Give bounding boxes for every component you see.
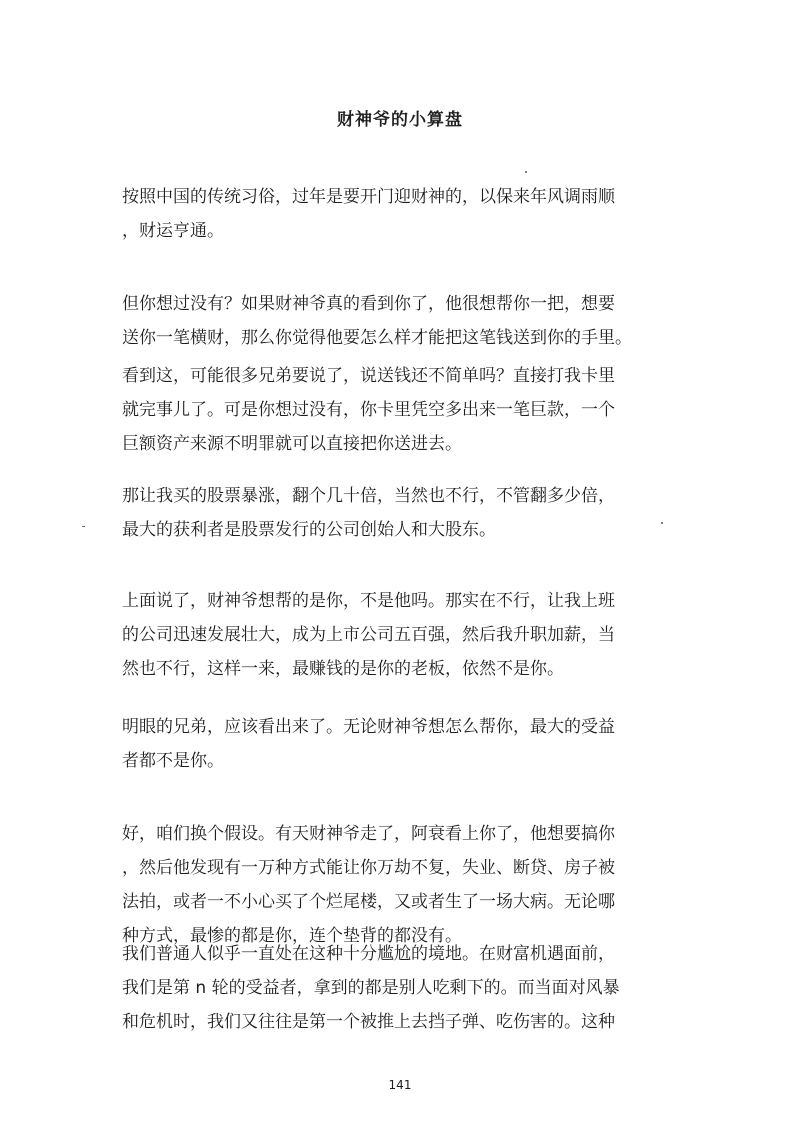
- paragraph-line: 送你一笔横财，那么你觉得他要怎么样才能把这笔钱送到你的手里。: [122, 328, 632, 348]
- paragraph-line: 的公司迅速发展壮大，成为上市公司五百强，然后我升职加薪，当: [122, 625, 615, 645]
- paragraph-line: 但你想过没有？如果财神爷真的看到你了，他很想帮你一把，想要: [122, 294, 615, 314]
- paragraph-2: [122, 287, 682, 355]
- scan-speck: [525, 171, 527, 173]
- paragraph-6: [122, 710, 682, 778]
- paragraph-4: [122, 479, 682, 547]
- paragraph-line: 和危机时，我们又往往是第一个被推上去挡子弹、吃伤害的。这种: [122, 1012, 615, 1032]
- paragraph-line: 然也不行，这样一来，最赚钱的是你的老板，依然不是你。: [122, 659, 564, 679]
- paragraph-line: 者都不是你。: [122, 751, 224, 771]
- paragraph-line: 我们普通人似乎一直处在这种十分尴尬的境地。在财富机遇面前，: [122, 944, 615, 964]
- paragraph-line: 明眼的兄弟，应该看出来了。无论财神爷想怎么帮你，最大的受益: [122, 717, 615, 737]
- paragraph-line: 好，咱们换个假设。有天财神爷走了，阿衰看上你了，他想要搞你: [122, 824, 615, 844]
- paragraph-line: 法拍，或者一不小心买了个烂尾楼，又或者生了一场大病。无论哪: [122, 892, 615, 912]
- paragraph-line: 那让我买的股票暴涨，翻个几十倍，当然也不行，不管翻多少倍，: [122, 486, 615, 506]
- paragraph-line: 看到这，可能很多兄弟要说了，说送钱还不简单吗？直接打我卡里: [122, 366, 615, 386]
- paragraph-3: [122, 359, 682, 461]
- paragraph-line: 按照中国的传统习俗，过年是要开门迎财神的，以保来年风调雨顺: [122, 187, 615, 207]
- page-title: 财神爷的小算盘: [337, 110, 463, 130]
- paragraph-line: ，财运亨通。: [122, 221, 224, 241]
- paragraph-line: 种方式，最惨的都是你，连个垫背的都没有。: [122, 926, 462, 946]
- paragraph-5: [122, 584, 682, 686]
- paragraph-8: [122, 937, 682, 1039]
- scan-speck: [82, 526, 85, 527]
- scan-speck: [661, 522, 663, 524]
- paragraph-line: 就完事儿了。可是你想过没有，你卡里凭空多出来一笔巨款，一个: [122, 400, 615, 420]
- paragraph-line: ，然后他发现有一万种方式能让你万劫不复，失业、断贷、房子被: [122, 858, 615, 878]
- paragraph-line: 我们是第 n 轮的受益者，拿到的都是别人吃剩下的。而当面对风暴: [122, 978, 620, 998]
- paragraph-1: [122, 180, 682, 248]
- paragraph-line: 巨额资产来源不明罪就可以直接把你送进去。: [122, 434, 462, 454]
- page-number: 141: [388, 1078, 412, 1092]
- paragraph-7: [122, 817, 682, 953]
- paragraph-line: 上面说了，财神爷想帮的是你，不是他吗。那实在不行，让我上班: [122, 591, 615, 611]
- paragraph-line: 最大的获利者是股票发行的公司创始人和大股东。: [122, 520, 496, 540]
